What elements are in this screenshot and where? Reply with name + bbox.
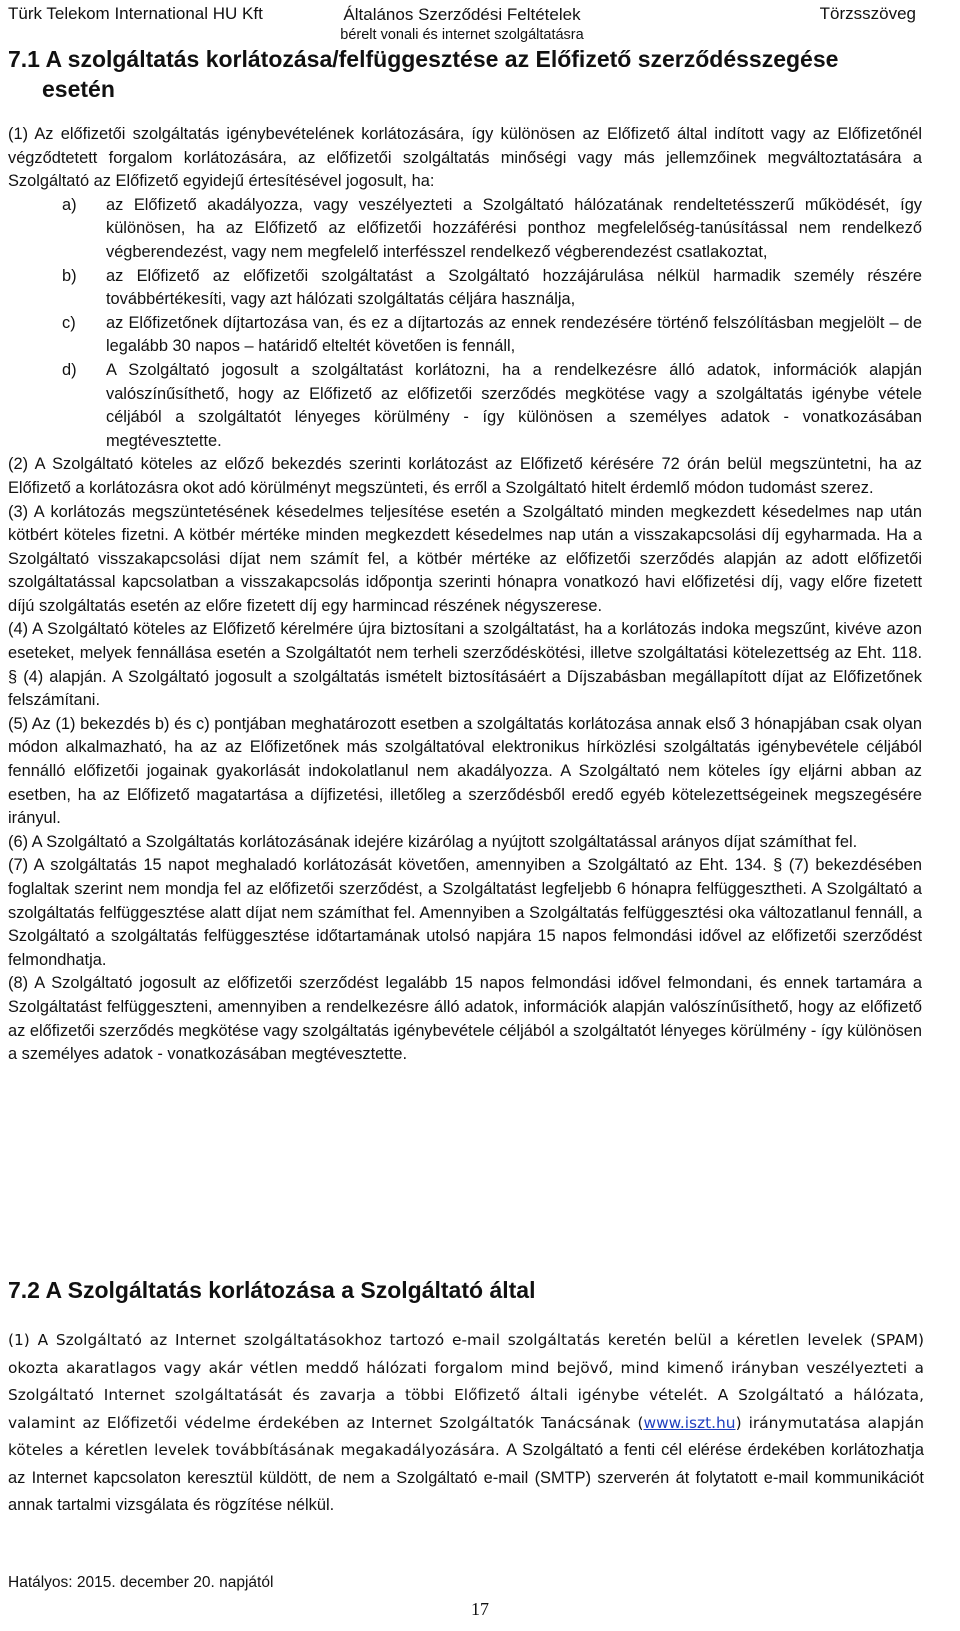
list-item-text: az Előfizetőnek díjtartozása van, és ez a díjtartozás az ennek rendezésére történő felszólításban megjelölt – de legalább 30 napos – határidő elteltét követően is fennáll, <box>106 313 922 356</box>
list-marker: a) <box>62 195 77 214</box>
section-7-2-heading: 7.2 A Szolgáltatás korlátozása a Szolgáltató által <box>8 1277 536 1303</box>
page-header <box>8 4 916 48</box>
list-marker: d) <box>62 360 77 379</box>
paragraph-6: (6) A Szolgáltató a Szolgáltatás korlátozásának idejére kizárólag a nyújtott szolgáltatással arányos díjat számíthat fel. <box>8 832 858 851</box>
paragraph-4: (4) A Szolgáltató köteles az Előfizető kérelmére újra biztosítani a szolgáltatást, ha a korlátozás indoka megszűnt, kivéve azon eseteket, melyek fennállása esetén a Szolgáltatót nem terheli szerződéskötési, illetve szolgáltatási kötelezettség az Eht. 118. § (4) alapján. A Szolgáltató jogosult a szolgáltatás ismételt biztosításáért a Díjszabásban megállapított díjat az Előfizetőnek felszámítani. <box>8 620 922 710</box>
section-7-2-text-after-link: ) iránymutatása alapján köteles a kéretlen levelek továbbításának megakadályozására. <box>8 1413 925 1459</box>
header-doc-type: Törzsszöveg <box>819 4 916 23</box>
list-item-d <box>8 359 922 453</box>
list-item-b <box>8 265 922 312</box>
header-company: Türk Telekom International HU Kft <box>8 4 263 23</box>
section-7-1-heading-line1: 7.1 A szolgáltatás korlátozása/felfüggesztése az Előfizető szerződésszegése <box>8 46 839 72</box>
condition-list <box>8 194 922 454</box>
header-title-line1: Általános Szerződési Feltételek <box>343 5 581 24</box>
effective-date: Hatályos: 2015. december 20. napjától <box>8 1574 274 1591</box>
list-marker: c) <box>62 313 76 332</box>
list-item-a <box>8 194 922 265</box>
paragraph-2: (2) A Szolgáltató köteles az előző bekezdés szerinti korlátozást az Előfizető kérésére 72 órán belül megszüntetni, ha az Előfizető a korlátozásra okot adó körülményt megszünteti, és erről a Szolgáltató hitelt érdemlő módon tudomást szerez. <box>8 455 922 497</box>
paragraph-1: (1) Az előfizetői szolgáltatás igénybevételének korlátozására, így különösen az Előfizető által indított vagy az Előfizetőnél végződtetett forgalom korlátozására, az előfizetői szolgáltatás minőségi vagy más jellemzőinek megváltoztatására a Szolgáltató az Előfizető egyidejű értesítésével jogosult, ha: <box>8 125 922 191</box>
section-7-1-body <box>8 123 922 1067</box>
list-item-c <box>8 312 922 359</box>
section-7-1-heading <box>8 44 930 104</box>
list-item-text: az Előfizető az előfizetői szolgáltatást a Szolgáltató hozzájárulása nélkül harmadik személy részére továbbértékesíti, vagy azt hálózati szolgáltatás céljára használja, <box>106 266 922 309</box>
section-7-2-text-tail: A Szolgáltató a fenti cél elérése érdekében korlátozhatja az Internet kapcsolaton keresztül küldött, de nem a Szolgáltató e-mail (SMTP) szerverén át folytatott e-mail kommunikációt annak tartalmi vizsgálata és rögzítése nélkül. <box>8 1441 924 1514</box>
section-7-1-heading-line2: esetén <box>42 76 115 102</box>
paragraph-5: (5) Az (1) bekezdés b) és c) pontjában meghatározott esetben a szolgáltatás korlátozása annak első 3 hónapjában csak olyan módon alkalmazható, ha az az Előfizetőnek más szolgáltatóval elektronikus hírközlési szolgáltatás igénybevétele céljából fennálló előfizetői jogainak gyakorlását indokolatlanul nem akadályozza. A Szolgáltató nem köteles így eljárni abban az esetben, ha az Előfizető magatartása a díjfizetési, illetőleg a szerződésből eredő egyéb kötelezettségeinek megszegésére irányul. <box>8 714 922 828</box>
list-marker: b) <box>62 266 77 285</box>
paragraph-7: (7) A szolgáltatás 15 napot meghaladó korlátozását követően, amennyiben a Szolgáltató az Eht. 134. § (7) bekezdésében foglaltak szerint nem mondja fel az előfizetői szerződést, a Szolgáltatást legfeljebb 6 hónapra felfüggesztheti. A Szolgáltató a szolgáltatás felfüggesztése alatt díjat nem számíthat fel. Amennyiben a Szolgáltatás felfüggesztési oka változatlanul fennáll, a Szolgáltató a szolgáltatás felfüggesztése időtartamának utolsó napjára 15 napos felmondási idővel az előfizetői szerződést felmondhatja. <box>8 856 922 969</box>
section-7-2-text-before-link: (1) A Szolgáltató az Internet szolgáltatásokhoz tartozó e-mail szolgáltatás keretén belül a kéretlen levelek (SPAM) okozta akaratlagos vagy akár vétlen meddő hálózati forgalom mind bejövő, mind kimenő irányban veszélyezteti a Szolgáltató Internet szolgáltatását és zavarja a többi Előfizető általi igénybe vételét. A Szolgáltató a hálózata, valamint az Előfizetői védelme érdekében az Internet Szolgáltatók Tanácsának ( <box>8 1331 924 1432</box>
iszt-link[interactable]: www.iszt.hu <box>643 1413 736 1432</box>
page-number: 17 <box>471 1599 489 1619</box>
list-item-text: az Előfizető akadályozza, vagy veszélyezteti a Szolgáltató hálózatának rendeltetésszerű működését, így különösen, ha az Előfizető az előfizetői hozzáférési ponthoz megfelelőség-tanúsítással nem rendelkező végberendezést, vagy nem megfelelő interfésszel rendelkező végberendezést csatlakoztat, <box>106 195 922 261</box>
paragraph-8: (8) A Szolgáltató jogosult az előfizetői szerződést legalább 15 napos felmondási idővel felmondani, és ennek tartamára a Szolgáltatást felfüggeszteni, amennyiben a rendelkezésre álló adatok, információk alapján valószínűsíthető, hogy az előfizető az előfizetői szerződés megkötése vagy szolgáltatás igénybevétele céljából a szolgáltatót lényeges körülmény - így különösen a személyes adatok - vonatkozásában megtévesztette. <box>8 974 922 1064</box>
list-item-text: A Szolgáltató jogosult a szolgáltatást korlátozni, ha a rendelkezésre álló adatok, információk alapján valószínűsíthető, hogy az Előfizető az előfizetői szerződés megkötése vagy a szolgáltatás igénybe vétele céljából a szolgáltatót lényeges körülmény - így különösen a személyes adatok - vonatkozásában megtévesztette. <box>106 360 922 450</box>
paragraph-3: (3) A korlátozás megszüntetésének késedelmes teljesítése esetén a Szolgáltató minden megkezdett késedelmes nap után kötbért köteles fizetni. A kötbér mértéke minden megkezdett késedelmes nap után a visszakapcsolási díj egyharmada. Ha a Szolgáltató visszakapcsolási díjat nem számít fel, a kötbér mértéke az előfizetői szerződés alapján az adott előfizetői szolgáltatással kapcsolatban a visszakapcsolás időpontja szerinti hónapra vonatkozó havi előfizetési díj, vagy előre fizetett díjú szolgáltatás esetén az előre fizetett díj egy harmincad részének négyszerese. <box>8 502 922 615</box>
header-title-line2: bérelt vonali és internet szolgáltatásra <box>340 27 584 43</box>
section-7-2-body <box>8 1327 924 1520</box>
header-title <box>8 4 916 46</box>
